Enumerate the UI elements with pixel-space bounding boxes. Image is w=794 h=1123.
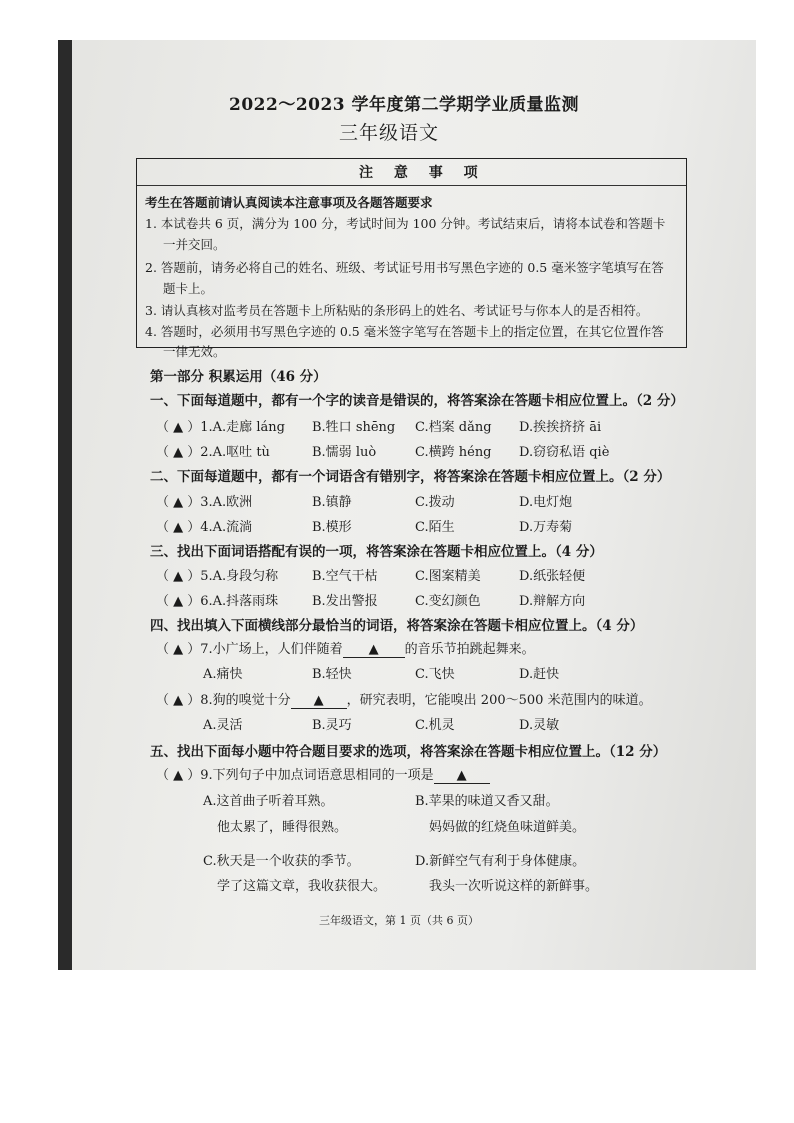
part-title: 第一部分 积累运用（46 分） [150, 369, 327, 385]
option: B.模形 [312, 520, 352, 535]
notice-header [137, 159, 686, 186]
section-heading: 一、下面每道题中，都有一个字的读音是错误的，将答案涂在答题卡相应位置上。（2 分） [150, 393, 684, 409]
option: B.发出警报 [312, 594, 378, 609]
section-heading: 三、找出下面词语搭配有误的一项，将答案涂在答题卡相应位置上。（4 分） [150, 544, 603, 560]
section-heading: 四、找出填入下面横线部分最恰当的词语，将答案涂在答题卡相应位置上。（4 分） [150, 618, 644, 634]
option: B.牲口 shēng [312, 420, 396, 435]
photo-edge [58, 40, 72, 970]
option: B.懦弱 luò [312, 445, 377, 460]
answer-blank: ▲ [291, 693, 347, 709]
option-example: 他太累了，睡得很熟。 [217, 820, 348, 835]
option: C.秋天是一个收获的季节。 [203, 854, 360, 869]
option: D.窃窃私语 qiè [519, 445, 610, 460]
option: C.变幻颜色 [415, 594, 481, 609]
option: D.辩解方向 [519, 594, 586, 609]
option: C.飞快 [415, 667, 455, 682]
question-9 [156, 764, 490, 784]
question-1: （ ▲ ）1.A.走廊 láng [156, 420, 285, 435]
question-7-stem: （ ▲ ）7.小广场上，人们伴随着 [156, 642, 343, 657]
notice-item: 2. 答题前，请务必将自己的姓名、班级、考试证号用书写黑色字迹的 0.5 毫米签字笔填写在答 [145, 260, 664, 275]
option: C.陌生 [415, 520, 455, 535]
option: C.拨动 [415, 495, 455, 510]
option: D.赶快 [519, 667, 560, 682]
option: A.痛快 [203, 667, 243, 682]
option: A.这首曲子听着耳熟。 [203, 794, 334, 809]
question-5: （ ▲ ）5.A.身段匀称 [156, 569, 279, 584]
option: B.轻快 [312, 667, 352, 682]
question-6: （ ▲ ）6.A.抖落雨珠 [156, 594, 279, 609]
answer-blank: ▲ [343, 642, 405, 658]
notice-item: 4. 答题时，必须用书写黑色字迹的 0.5 毫米签字笔写在答题卡上的指定位置，在其它位置作答 [145, 324, 664, 339]
option: D.电灯炮 [519, 495, 573, 510]
exam-page [72, 40, 756, 970]
notice-item: 3. 请认真核对监考员在答题卡上所粘贴的条形码上的姓名、考试证号与你本人的是否相符。 [145, 303, 649, 318]
option: C.横跨 héng [415, 445, 492, 460]
question-3: （ ▲ ）3.A.欧洲 [156, 495, 253, 510]
option: D.万寿菊 [519, 520, 573, 535]
question-4: （ ▲ ）4.A.流淌 [156, 520, 253, 535]
answer-blank: ▲ [434, 768, 490, 784]
option: D.灵敏 [519, 718, 560, 733]
question-2: （ ▲ ）2.A.呕吐 tù [156, 445, 270, 460]
option: B.苹果的味道又香又甜。 [415, 794, 559, 809]
option: B.镇静 [312, 495, 352, 510]
notice-box [136, 158, 687, 359]
option: B.灵巧 [312, 718, 352, 733]
option: C.机灵 [415, 718, 455, 733]
question-9-stem: （ ▲ ）9.下列句子中加点词语意思相同的一项是 [156, 768, 434, 783]
exam-subtitle: 三年级语文 [339, 122, 440, 144]
option: D.挨挨挤挤 āi [519, 420, 602, 435]
option: C.图案精美 [415, 569, 481, 584]
option: A.灵活 [203, 718, 243, 733]
option-example: 学了这篇文章，我收获很大。 [217, 879, 387, 894]
notice-heading: 注 意 事 项 [359, 165, 486, 181]
option-example: 妈妈做的红烧鱼味道鲜美。 [429, 820, 586, 835]
section-heading: 五、找出下面每小题中符合题目要求的选项，将答案涂在答题卡相应位置上。（12 分） [150, 744, 667, 760]
notice-item: 一并交回。 [163, 237, 226, 252]
notice-item: 一律无效。 [163, 344, 226, 359]
option: B.空气干枯 [312, 569, 378, 584]
question-8-stem: （ ▲ ）8.狗的嗅觉十分 [156, 693, 291, 708]
section-heading: 二、下面每道题中，都有一个词语含有错别字，将答案涂在答题卡相应位置上。（2 分） [150, 469, 671, 485]
notice-item: 1. 本试卷共 6 页，满分为 100 分，考试时间为 100 分钟。考试结束后，请将本试卷和答题卡 [145, 216, 666, 231]
question-8 [156, 689, 652, 709]
question-7-stem-end: 的音乐节拍跳起舞来。 [404, 642, 535, 657]
notice-item: 题卡上。 [163, 281, 214, 296]
option: C.档案 dǎng [415, 420, 492, 435]
question-7 [156, 638, 535, 658]
option-example: 我头一次听说这样的新鲜事。 [429, 879, 599, 894]
exam-title: 2022～2023 学年度第二学期学业质量监测 [229, 95, 580, 115]
page-footer: 三年级语文，第 1 页（共 6 页） [319, 914, 479, 927]
notice-intro: 考生在答题前请认真阅读本注意事项及各题答题要求 [145, 195, 433, 210]
option: D.新鲜空气有利于身体健康。 [415, 854, 586, 869]
option: D.纸张轻便 [519, 569, 586, 584]
question-8-stem-end: ，研究表明，它能嗅出 200～500 米范围内的味道。 [346, 693, 652, 708]
